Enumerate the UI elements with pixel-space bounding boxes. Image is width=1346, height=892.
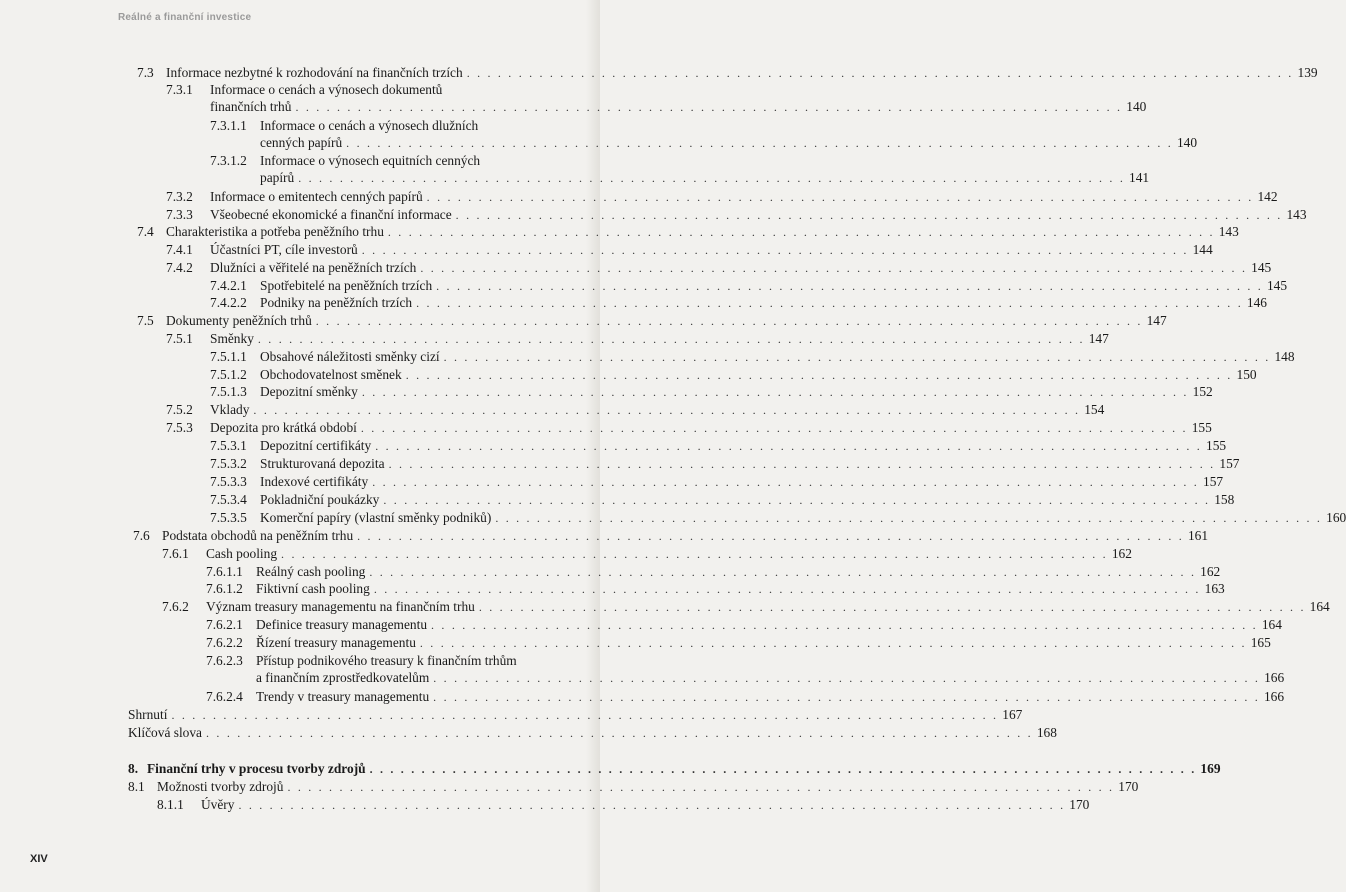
toc-entry-title: Depozitní směnky bbox=[260, 384, 358, 399]
toc-entry-number: 7.6.1.1 bbox=[206, 564, 243, 579]
toc-entry-page: 155 bbox=[1206, 438, 1227, 453]
toc-entry-page: 148 bbox=[1274, 349, 1295, 364]
toc-entry-number: 7.5.1 bbox=[166, 331, 193, 346]
toc-entry bbox=[210, 294, 1267, 311]
toc-entry bbox=[210, 348, 1295, 365]
toc-entry-page: 154 bbox=[1084, 402, 1105, 417]
toc-entry bbox=[137, 312, 1167, 329]
running-header: Reálné a finanční investice bbox=[118, 12, 252, 23]
toc-entry-number: 7.4 bbox=[137, 224, 154, 239]
toc-entry-page: 141 bbox=[1129, 170, 1150, 185]
leader-dots: . . . . . . . . . . . . . . . . . . . . . . . . . . . . . . . . . . . . . . . . . . . . . . . . . . . . . . . . . . . . . . . . . . . . . . . . . . . . . . . . bbox=[346, 136, 1173, 150]
toc-entry-page: 169 bbox=[1200, 761, 1221, 776]
toc-entry-page: 139 bbox=[1297, 65, 1318, 80]
toc-entry-number: 8.1.1 bbox=[157, 797, 184, 812]
leader-dots: . . . . . . . . . . . . . . . . . . . . . . . . . . . . . . . . . . . . . . . . . . . . . . . . . . . . . . . . . . . . . . . . . . . . . . . . . . . . . . . . bbox=[420, 261, 1248, 275]
toc-entry-title: Vklady bbox=[210, 402, 250, 417]
toc-entry-title: finančních trhů bbox=[210, 99, 292, 114]
toc-entry bbox=[166, 419, 1212, 436]
toc-entry-number: 7.5.1.1 bbox=[210, 349, 247, 364]
leader-dots: . . . . . . . . . . . . . . . . . . . . . . . . . . . . . . . . . . . . . . . . . . . . . . . . . . . . . . . . . . . . . . . . . . . . . . . . . . . . . . . . bbox=[478, 600, 1306, 614]
toc-entry-title: cenných papírů bbox=[260, 135, 343, 150]
toc-entry-number: 7.5.3 bbox=[166, 420, 193, 435]
leader-dots: . . . . . . . . . . . . . . . . . . . . . . . . . . . . . . . . . . . . . . . . . . . . . . . . . . . . . . . . . . . . . . . . . . . . . . . . . . . . . . . . bbox=[405, 368, 1233, 382]
toc-entry-number: 7.3.3 bbox=[166, 207, 193, 222]
toc-entry-number: 7.5.1.3 bbox=[210, 384, 247, 399]
leader-dots: . . . . . . . . . . . . . . . . . . . . . . . . . . . . . . . . . . . . . . . . . . . . . . . . . . . . . . . . . . . . . . . . . . . . . . . . . . . . . . . . bbox=[295, 100, 1123, 114]
toc-entry-page: 140 bbox=[1176, 135, 1198, 150]
toc-entry-number: 7.5.2 bbox=[166, 402, 193, 417]
toc-entry-number: 7.6.2.2 bbox=[206, 635, 243, 650]
toc-entry-page: 162 bbox=[1200, 564, 1221, 579]
toc-entry-page: 162 bbox=[1111, 546, 1132, 561]
toc-entry-number: 7.4.2.2 bbox=[210, 295, 247, 310]
toc-entry-number: 7.3.1.2 bbox=[210, 153, 247, 168]
toc-entry-title: Účastníci PT, cíle investorů bbox=[210, 242, 358, 257]
toc-entry-number: 7.6.2 bbox=[162, 599, 189, 614]
toc-entry-page: 140 bbox=[1126, 99, 1147, 114]
toc-entry-page: 165 bbox=[1250, 635, 1271, 650]
toc-entry-title: Informace o cenách a výnosech dlužních bbox=[260, 118, 479, 133]
toc-entry bbox=[157, 796, 1090, 813]
leader-dots: . . . . . . . . . . . . . . . . . . . . . . . . . . . . . . . . . . . . . . . . . . . . . . . . . . . . . . . . . . . . . . . . . . . . . . . . . . . . . . . . bbox=[171, 708, 999, 722]
toc-entry-title: Směnky bbox=[210, 331, 254, 346]
toc-entry bbox=[210, 117, 1198, 151]
toc-entry-number: 7.6.2.4 bbox=[206, 689, 243, 704]
leader-dots: . . . . . . . . . . . . . . . . . . . . . . . . . . . . . . . . . . . . . . . . . . . . . . . . . . . . . . . . . . . . . . . . . . . . . . . . . . . . . . . . bbox=[416, 296, 1243, 310]
toc-entry-title: Strukturovaná depozita bbox=[260, 456, 385, 471]
toc-entry-page: 150 bbox=[1236, 367, 1257, 382]
toc-entry-number: 7.3.2 bbox=[166, 189, 193, 204]
leader-dots: . . . . . . . . . . . . . . . . . . . . . . . . . . . . . . . . . . . . . . . . . . . . . . . . . . . . . . . . . . . . . . . . . . . . . . . . . . . . . . . . bbox=[369, 565, 1197, 579]
leader-dots: . . . . . . . . . . . . . . . . . . . . . . . . . . . . . . . . . . . . . . . . . . . . . . . . . . . . . . . . . . . . . . . . . . . . . . . . . . . . . . . . bbox=[253, 403, 1081, 417]
toc-entry-title: papírů bbox=[260, 170, 295, 185]
toc-entry-title: Možnosti tvorby zdrojů bbox=[157, 779, 284, 794]
toc-entry bbox=[137, 64, 1318, 81]
toc-entry-number: 7.5.1.2 bbox=[210, 367, 247, 382]
toc-entry-title: Komerční papíry (vlastní směnky podniků) bbox=[260, 510, 492, 525]
toc-entry-page: 143 bbox=[1286, 207, 1307, 222]
toc-entry-number: 7.4.1 bbox=[166, 242, 193, 257]
toc-entry-page: 163 bbox=[1204, 581, 1225, 596]
leader-dots: . . . . . . . . . . . . . . . . . . . . . . . . . . . . . . . . . . . . . . . . . . . . . . . . . . . . . . . . . . . . . . . . . . . . . . . . . . . . . . . . bbox=[387, 225, 1215, 239]
toc-entry-title: Dlužníci a věřitelé na peněžních trzích bbox=[210, 260, 417, 275]
leader-dots: . . . . . . . . . . . . . . . . . . . . . . . . . . . . . . . . . . . . . . . . . . . . . . . . . . . . . . . . . . . . . . . . . . . . . . . . . . . . . . . . bbox=[443, 350, 1271, 364]
toc-entry-page: 170 bbox=[1069, 797, 1090, 812]
leader-dots: . . . . . . . . . . . . . . . . . . . . . . . . . . . . . . . . . . . . . . . . . . . . . . . . . . . . . . . . . . . . . . . . . . . . . . . . . . . . . . . . bbox=[455, 208, 1283, 222]
toc-entry-title: a finančním zprostředkovatelům bbox=[256, 670, 430, 685]
toc-entry-number: 7.3 bbox=[137, 65, 154, 80]
toc-entry-title: Depozita pro krátká období bbox=[210, 420, 357, 435]
toc-entry bbox=[128, 724, 1057, 741]
leader-dots: . . . . . . . . . . . . . . . . . . . . . . . . . . . . . . . . . . . . . . . . . . . . . . . . . . . . . . . . . . . . . . . . . . . . . . . . . . . . . . . . bbox=[431, 618, 1258, 632]
toc-entry bbox=[166, 401, 1105, 418]
leader-dots: . . . . . . . . . . . . . . . . . . . . . . . . . . . . . . . . . . . . . . . . . . . . . . . . . . . . . . . . . . . . . . . . . . . . . . . . . . . . . . . . bbox=[373, 582, 1201, 596]
toc-entry-page: 166 bbox=[1264, 670, 1285, 685]
leader-dots: . . . . . . . . . . . . . . . . . . . . . . . . . . . . . . . . . . . . . . . . . . . . . . . . . . . . . . . . . . . . . . . . . . . . . . . . . . . . . . . . bbox=[238, 798, 1066, 812]
toc-entry-page: 155 bbox=[1191, 420, 1212, 435]
toc-entry bbox=[128, 778, 1139, 795]
toc-entry-number: 7.5.3.4 bbox=[210, 492, 247, 507]
page-number: XIV bbox=[30, 853, 48, 865]
toc-entry bbox=[162, 545, 1132, 562]
toc-entry-title: Všeobecné ekonomické a finanční informace bbox=[210, 207, 452, 222]
toc-entry-page: 142 bbox=[1257, 189, 1278, 204]
toc-entry-title: Klíčová slova bbox=[128, 725, 203, 740]
leader-dots: . . . . . . . . . . . . . . . . . . . . . . . . . . . . . . . . . . . . . . . . . . . . . . . . . . . . . . . . . . . . . . . . . . . . . . . . . . . . . . . . bbox=[361, 385, 1189, 399]
toc-entry-title: Řízení treasury managementu bbox=[256, 635, 416, 650]
toc-entry bbox=[206, 580, 1225, 597]
leader-dots: . . . . . . . . . . . . . . . . . . . . . . . . . . . . . . . . . . . . . . . . . . . . . . . . . . . . . . . . . . . . . . . . . . . . . . . . . . . . . . . . bbox=[466, 66, 1294, 80]
toc-entry-number: 7.6.2.3 bbox=[206, 653, 243, 668]
toc-entry-number: 7.6 bbox=[133, 528, 150, 543]
toc-entry-page: 146 bbox=[1246, 295, 1267, 310]
toc-entry bbox=[128, 760, 1221, 777]
toc-entry-page: 161 bbox=[1187, 528, 1209, 543]
toc-entry bbox=[206, 688, 1285, 705]
toc-entry-page: 168 bbox=[1036, 725, 1057, 740]
leader-dots: . . . . . . . . . . . . . . . . . . . . . . . . . . . . . . . . . . . . . . . . . . . . . . . . . . . . . . . . . . . . . . . . . . . . . . . . . . . . . . . . bbox=[419, 636, 1247, 650]
toc-entry bbox=[210, 383, 1213, 400]
leader-dots: . . . . . . . . . . . . . . . . . . . . . . . . . . . . . . . . . . . . . . . . . . . . . . . . . . . . . . . . . . . . . . . . . . . . . . . . . . . . . . . . bbox=[495, 511, 1323, 525]
leader-dots: . . . . . . . . . . . . . . . . . . . . . . . . . . . . . . . . . . . . . . . . . . . . . . . . . . . . . . . . . . . . . . . . . . . . . . . . . . . . . . . . bbox=[315, 314, 1143, 328]
toc-entry-number: 7.5 bbox=[137, 313, 154, 328]
leader-dots: . . . . . . . . . . . . . . . . . . . . . . . . . . . . . . . . . . . . . . . . . . . . . . . . . . . . . . . . . . . . . . . . . . . . . . . . . . . . . . . . bbox=[281, 547, 1108, 561]
toc-entry bbox=[166, 241, 1213, 258]
toc-entry-title: Definice treasury managementu bbox=[256, 617, 428, 632]
toc-entry-title: Obsahové náležitosti směnky cizí bbox=[260, 349, 440, 364]
toc-entry-title: Spotřebitelé na peněžních trzích bbox=[260, 278, 433, 293]
toc-entry-title: Charakteristika a potřeba peněžního trhu bbox=[166, 224, 384, 239]
toc-entry bbox=[166, 259, 1272, 276]
toc-entry bbox=[206, 652, 1285, 686]
toc-entry-title: Fiktivní cash pooling bbox=[256, 581, 370, 596]
toc-entry-page: 166 bbox=[1263, 689, 1285, 704]
toc-entry bbox=[206, 616, 1282, 633]
toc-entry-title: Informace o výnosech equitních cenných bbox=[260, 153, 481, 168]
toc-entry-page: 145 bbox=[1266, 278, 1288, 293]
toc-entry-title: Indexové certifikáty bbox=[260, 474, 369, 489]
toc-entry bbox=[210, 437, 1227, 454]
toc-entry-page: 147 bbox=[1088, 331, 1109, 346]
toc-entry-title: Podniky na peněžních trzích bbox=[260, 295, 413, 310]
toc-entry bbox=[166, 188, 1278, 205]
toc-entry bbox=[133, 527, 1209, 544]
toc-entry bbox=[128, 706, 1023, 723]
toc-entry-page: 158 bbox=[1214, 492, 1235, 507]
toc-entry-page: 157 bbox=[1203, 474, 1224, 489]
toc-entry-title: Informace o cenách a výnosech dokumentů bbox=[210, 82, 443, 97]
leader-dots: . . . . . . . . . . . . . . . . . . . . . . . . . . . . . . . . . . . . . . . . . . . . . . . . . . . . . . . . . . . . . . . . . . . . . . . . . . . . . . . . bbox=[360, 421, 1188, 435]
leader-dots: . . . . . . . . . . . . . . . . . . . . . . . . . . . . . . . . . . . . . . . . . . . . . . . . . . . . . . . . . . . . . . . . . . . . . . . . . . . . . . . . bbox=[206, 726, 1033, 740]
leader-dots: . . . . . . . . . . . . . . . . . . . . . . . . . . . . . . . . . . . . . . . . . . . . . . . . . . . . . . . . . . . . . . . . . . . . . . . . . . . . . . . . bbox=[426, 190, 1254, 204]
toc-entry-title: Depozitní certifikáty bbox=[260, 438, 372, 453]
toc-entry-title: Informace nezbytné k rozhodování na finančních trzích bbox=[166, 65, 463, 80]
toc-entry bbox=[210, 455, 1240, 472]
leader-dots: . . . . . . . . . . . . . . . . . . . . . . . . . . . . . . . . . . . . . . . . . . . . . . . . . . . . . . . . . . . . . . . . . . . . . . . . . . . . . . . . bbox=[388, 457, 1216, 471]
toc-entry-number: 7.5.3.1 bbox=[210, 438, 247, 453]
toc-entry-title: Trendy v treasury managementu bbox=[256, 689, 430, 704]
toc-entry-title: Pokladniční poukázky bbox=[260, 492, 380, 507]
toc-entry bbox=[210, 366, 1257, 383]
toc-entry-number: 7.5.3.3 bbox=[210, 474, 247, 489]
toc-entry-page: 147 bbox=[1146, 313, 1167, 328]
toc-entry-number: 7.3.1 bbox=[166, 82, 193, 97]
toc-entry bbox=[210, 152, 1150, 186]
leader-dots: . . . . . . . . . . . . . . . . . . . . . . . . . . . . . . . . . . . . . . . . . . . . . . . . . . . . . . . . . . . . . . . . . . . . . . . . . . . . . . . . bbox=[433, 671, 1261, 685]
toc-entry bbox=[137, 223, 1239, 240]
toc-entry-title: Význam treasury managementu na finančním trhu bbox=[206, 599, 475, 614]
toc-entry-title: Informace o emitentech cenných papírů bbox=[210, 189, 423, 204]
toc-entry-number: 7.4.2.1 bbox=[210, 278, 247, 293]
toc-entry-title: Shrnutí bbox=[128, 707, 168, 722]
toc-entry-page: 143 bbox=[1218, 224, 1239, 239]
toc-entry-number: 7.4.2 bbox=[166, 260, 193, 275]
toc-entry-page: 152 bbox=[1192, 384, 1213, 399]
leader-dots: . . . . . . . . . . . . . . . . . . . . . . . . . . . . . . . . . . . . . . . . . . . . . . . . . . . . . . . . . . . . . . . . . . . . . . . . . . . . . . . . bbox=[433, 690, 1260, 704]
toc-entry bbox=[166, 330, 1109, 347]
toc-entry-number: 7.3.1.1 bbox=[210, 118, 247, 133]
toc-entry-page: 164 bbox=[1261, 617, 1282, 632]
toc-entry-title: Obchodovatelnost směnek bbox=[260, 367, 402, 382]
toc-entry-page: 160 bbox=[1326, 510, 1346, 525]
leader-dots: . . . . . . . . . . . . . . . . . . . . . . . . . . . . . . . . . . . . . . . . . . . . . . . . . . . . . . . . . . . . . . . . . . . . . . . . . . . . . . . . bbox=[375, 439, 1202, 453]
toc-entry bbox=[162, 598, 1330, 615]
leader-dots: . . . . . . . . . . . . . . . . . . . . . . . . . . . . . . . . . . . . . . . . . . . . . . . . . . . . . . . . . . . . . . . . . . . . . . . . . . . . . . . . bbox=[287, 780, 1115, 794]
toc-entry-number: 7.6.2.1 bbox=[206, 617, 243, 632]
leader-dots: . . . . . . . . . . . . . . . . . . . . . . . . . . . . . . . . . . . . . . . . . . . . . . . . . . . . . . . . . . . . . . . . . . . . . . . . . . . . . . . . bbox=[369, 762, 1197, 776]
toc-entry-title: Úvěry bbox=[201, 797, 235, 812]
toc-entry-number: 7.5.3.5 bbox=[210, 510, 247, 525]
toc-entry-title: Cash pooling bbox=[206, 546, 278, 561]
toc-entry-number: 7.6.1.2 bbox=[206, 581, 243, 596]
leader-dots: . . . . . . . . . . . . . . . . . . . . . . . . . . . . . . . . . . . . . . . . . . . . . . . . . . . . . . . . . . . . . . . . . . . . . . . . . . . . . . . . bbox=[361, 243, 1189, 257]
leader-dots: . . . . . . . . . . . . . . . . . . . . . . . . . . . . . . . . . . . . . . . . . . . . . . . . . . . . . . . . . . . . . . . . . . . . . . . . . . . . . . . . bbox=[357, 529, 1184, 543]
toc-entry-number: 7.6.1 bbox=[162, 546, 189, 561]
leader-dots: . . . . . . . . . . . . . . . . . . . . . . . . . . . . . . . . . . . . . . . . . . . . . . . . . . . . . . . . . . . . . . . . . . . . . . . . . . . . . . . . bbox=[383, 493, 1211, 507]
toc-entry-title: Podstata obchodů na peněžním trhu bbox=[162, 528, 354, 543]
toc-entry-title: Finanční trhy v procesu tvorby zdrojů bbox=[147, 761, 366, 776]
toc-entry-page: 157 bbox=[1219, 456, 1240, 471]
leader-dots: . . . . . . . . . . . . . . . . . . . . . . . . . . . . . . . . . . . . . . . . . . . . . . . . . . . . . . . . . . . . . . . . . . . . . . . . . . . . . . . . bbox=[257, 332, 1085, 346]
toc-entry-number: 7.5.3.2 bbox=[210, 456, 247, 471]
toc-entry-title: Dokumenty peněžních trhů bbox=[166, 313, 312, 328]
toc-entry bbox=[166, 81, 1147, 115]
toc-entry bbox=[210, 509, 1346, 526]
toc-entry-page: 164 bbox=[1309, 599, 1330, 614]
leader-dots: . . . . . . . . . . . . . . . . . . . . . . . . . . . . . . . . . . . . . . . . . . . . . . . . . . . . . . . . . . . . . . . . . . . . . . . . . . . . . . . . bbox=[372, 475, 1200, 489]
toc-entry bbox=[166, 206, 1307, 223]
toc-entry bbox=[210, 473, 1224, 490]
toc-entry-number: 8.1 bbox=[128, 779, 145, 794]
toc-entry-page: 170 bbox=[1118, 779, 1139, 794]
toc-entry bbox=[206, 563, 1221, 580]
toc-entry-title: Přístup podnikového treasury k finančním trhům bbox=[256, 653, 517, 668]
toc-entry bbox=[210, 277, 1288, 294]
toc-entry-number: 8. bbox=[128, 761, 139, 776]
toc-entry-page: 145 bbox=[1251, 260, 1272, 275]
toc-entry-title: Reálný cash pooling bbox=[256, 564, 366, 579]
toc-entry-page: 144 bbox=[1192, 242, 1213, 257]
leader-dots: . . . . . . . . . . . . . . . . . . . . . . . . . . . . . . . . . . . . . . . . . . . . . . . . . . . . . . . . . . . . . . . . . . . . . . . . . . . . . . . . bbox=[298, 171, 1126, 185]
leader-dots: . . . . . . . . . . . . . . . . . . . . . . . . . . . . . . . . . . . . . . . . . . . . . . . . . . . . . . . . . . . . . . . . . . . . . . . . . . . . . . . . bbox=[436, 279, 1263, 293]
toc-entry bbox=[210, 491, 1235, 508]
toc-entry bbox=[206, 634, 1271, 651]
toc-entry-page: 167 bbox=[1002, 707, 1023, 722]
